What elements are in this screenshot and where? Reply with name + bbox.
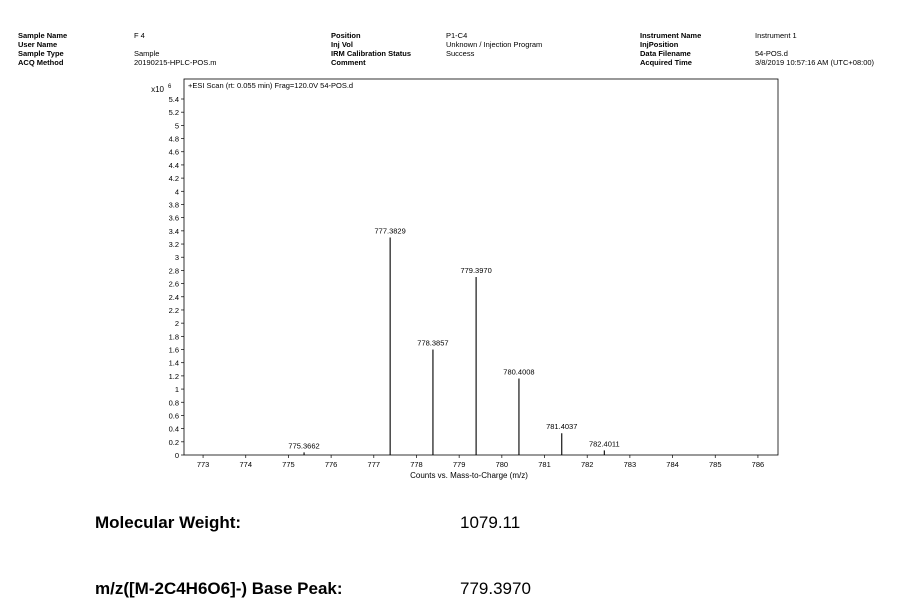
y-tick-label: 0: [174, 451, 179, 460]
peak-label: 780.4008: [503, 367, 535, 377]
y-tick-label: 5.4: [168, 95, 179, 104]
y-tick-label: 4.8: [168, 134, 179, 144]
inj-vol-label: Inj Vol: [331, 40, 353, 49]
sample-name-label: Sample Name: [18, 31, 68, 40]
peak-label: 782.4011: [588, 439, 620, 449]
peak-label: 779.3970: [460, 266, 492, 275]
sample-name-value: F 4: [134, 31, 145, 40]
sample-type-label: Sample Type: [18, 49, 64, 58]
x-tick-label: 780: [495, 460, 509, 469]
peak-label: 775.3662: [288, 441, 320, 451]
user-name-label: User Name: [18, 40, 58, 49]
base-peak-label: m/z([M-2C4H6O6]-) Base Peak:: [95, 579, 343, 598]
y-tick-label: 1.4: [168, 358, 179, 368]
y-axis: [169, 95, 184, 460]
y-tick-label: 5.2: [168, 108, 179, 118]
position-label: Position: [331, 31, 361, 40]
inj-position-label: InjPosition: [640, 40, 679, 49]
x-tick-label: 774: [239, 460, 253, 469]
data-filename-value: 54-POS.d: [755, 49, 788, 58]
position-value: P1-C4: [446, 31, 468, 40]
base-peak-value: 779.3970: [460, 579, 531, 598]
x-tick-label: 779: [452, 460, 466, 469]
y-tick-label: 0.8: [168, 398, 179, 408]
x-tick-label: 776: [324, 460, 338, 469]
sample-type-value: Sample: [134, 49, 160, 58]
y-tick-label: 4.6: [168, 147, 179, 157]
x-tick-label: 778: [410, 460, 423, 469]
peak-label: 778.3857: [417, 338, 449, 348]
molecular-weight-value: 1079.11: [460, 513, 521, 532]
y-tick-label: 2.8: [168, 266, 179, 276]
acquired-time-label: Acquired Time: [640, 58, 692, 67]
instrument-name-value: Instrument 1: [755, 31, 797, 40]
y-tick-label: 3: [174, 253, 179, 263]
x-tick-label: 783: [623, 460, 637, 469]
y-tick-label: 3.6: [168, 213, 179, 223]
y-tick-label: 4: [174, 187, 179, 197]
y-tick-label: 3.4: [168, 226, 179, 236]
y-tick-label: 4.4: [168, 160, 179, 170]
irm-status-label: IRM Calibration Status: [331, 49, 412, 58]
y-tick-label: 1.8: [168, 332, 179, 342]
y-tick-label: 0.4: [168, 424, 179, 434]
comment-label: Comment: [331, 58, 366, 67]
x-tick-label: 781: [538, 460, 551, 469]
instrument-name-label: Instrument Name: [640, 31, 702, 40]
data-filename-label: Data Filename: [640, 49, 691, 58]
y-tick-label: 5: [174, 121, 179, 131]
irm-status-value: Success: [446, 49, 475, 58]
y-tick-label: 1: [174, 385, 179, 395]
acq-method-value: 20190215-HPLC-POS.m: [134, 58, 217, 67]
y-tick-label: 2: [174, 319, 179, 329]
y-tick-label: 3.2: [168, 240, 179, 250]
y-tick-label: 2.4: [168, 292, 179, 302]
y-tick-label: 1.2: [168, 371, 179, 381]
peak-label: 781.4037: [546, 422, 578, 432]
y-tick-label: 3.8: [168, 200, 179, 210]
x-axis-label: Counts vs. Mass-to-Charge (m/z): [410, 471, 528, 480]
peak-label: 777.3829: [374, 226, 406, 236]
peaks: [288, 226, 619, 455]
inj-vol-value: Unknown / Injection Program: [446, 40, 543, 49]
x-tick-label: 773: [196, 460, 210, 469]
y-tick-label: 1.6: [168, 345, 179, 355]
y-tick-label: 2.6: [168, 279, 179, 289]
y-tick-label: 4.2: [168, 174, 179, 184]
y-exponent: [151, 84, 172, 94]
acq-method-label: ACQ Method: [18, 58, 64, 67]
x-tick-label: 782: [580, 460, 594, 469]
molecular-weight-label: Molecular Weight:: [95, 513, 242, 532]
chart-title: +ESI Scan (rt: 0.055 min) Frag=120.0V 54-POS.d: [188, 81, 354, 90]
y-tick-label: 0.6: [168, 411, 179, 421]
y-exponent-label: x10: [151, 85, 164, 94]
x-tick-label: 785: [708, 460, 722, 469]
x-tick-label: 786: [751, 460, 765, 469]
y-tick-label: 2.2: [168, 305, 179, 315]
acquired-time-value: 3/8/2019 10:57:16 AM (UTC+08:00): [755, 58, 875, 67]
y-tick-label: 0.2: [168, 437, 179, 447]
x-axis: [197, 455, 764, 469]
y-exponent-value: 6: [168, 84, 172, 90]
x-tick-label: 777: [367, 460, 381, 469]
x-tick-label: 784: [666, 460, 679, 469]
x-tick-label: 775: [282, 460, 295, 469]
